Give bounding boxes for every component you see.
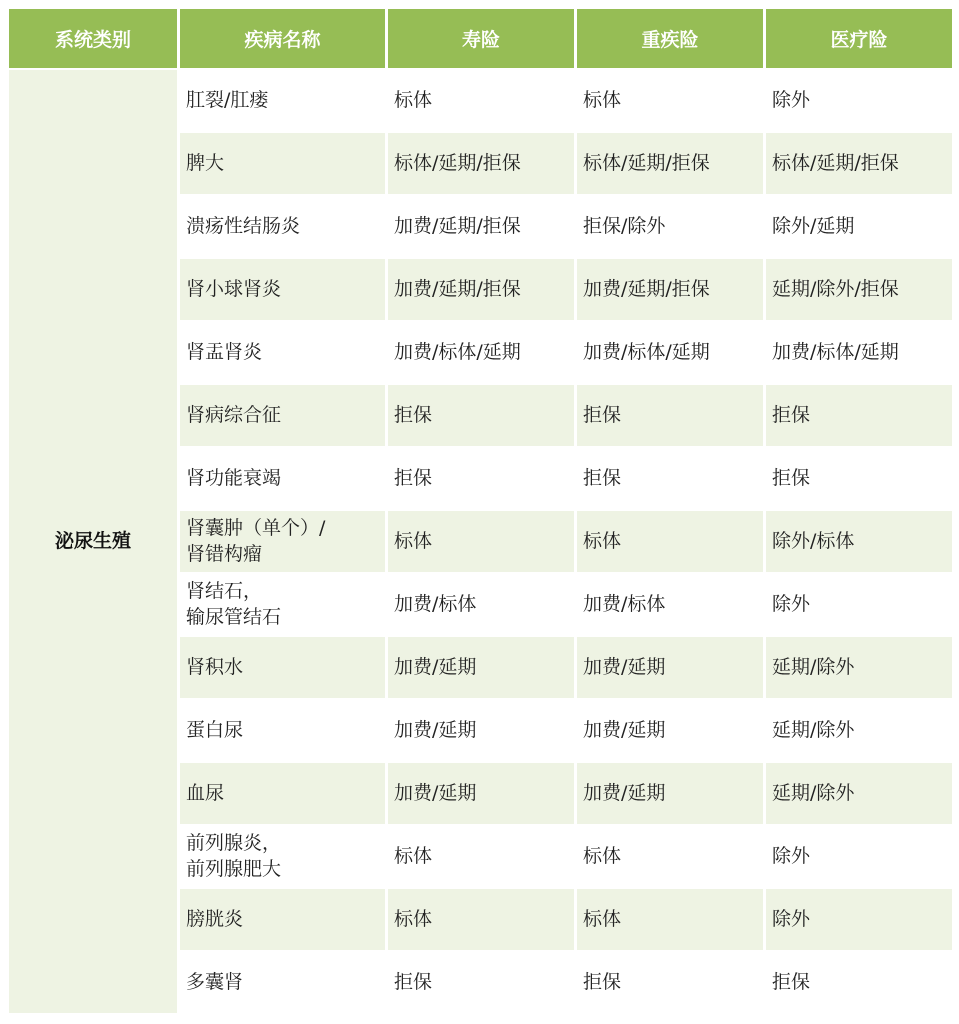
life-insurance-cell: 加费/标体/延期 [388,322,574,383]
critical-illness-cell: 加费/标体 [577,574,763,635]
category-cell: 泌尿生殖 [9,70,177,1013]
critical-illness-cell: 标体 [577,511,763,572]
critical-illness-cell: 拒保 [577,448,763,509]
medical-insurance-cell: 延期/除外 [766,637,952,698]
life-insurance-cell: 加费/延期 [388,763,574,824]
disease-name-line: 膀胱炎 [186,907,244,930]
disease-name-line: 肾错构瘤 [186,542,263,565]
critical-illness-cell: 标体 [577,826,763,887]
header-medical-insurance: 医疗险 [766,9,952,68]
disease-name-cell [180,574,385,635]
disease-name-cell [180,70,385,131]
disease-name-line: 溃疡性结肠炎 [186,214,301,237]
disease-name-line: 输尿管结石 [186,605,282,628]
medical-insurance-cell: 延期/除外 [766,700,952,761]
disease-name-cell [180,511,385,572]
header-life-insurance: 寿险 [388,9,574,68]
critical-illness-cell: 加费/标体/延期 [577,322,763,383]
medical-insurance-cell: 延期/除外 [766,763,952,824]
disease-underwriting-table [6,7,955,1015]
table-row [9,70,952,131]
critical-illness-cell: 加费/延期/拒保 [577,259,763,320]
header-critical-illness: 重疾险 [577,9,763,68]
critical-illness-cell: 拒保 [577,385,763,446]
disease-name-cell [180,448,385,509]
disease-name-cell [180,889,385,950]
disease-name-cell [180,700,385,761]
medical-insurance-cell: 除外 [766,889,952,950]
disease-name-line: 肾积水 [186,655,244,678]
medical-insurance-cell: 标体/延期/拒保 [766,133,952,194]
critical-illness-cell: 拒保 [577,952,763,1013]
disease-name-line: 肾囊肿（单个）/ [186,516,326,539]
life-insurance-cell: 标体/延期/拒保 [388,133,574,194]
critical-illness-cell: 加费/延期 [577,700,763,761]
table-body [9,70,952,1013]
medical-insurance-cell: 拒保 [766,952,952,1013]
disease-name-cell [180,826,385,887]
medical-insurance-cell: 除外 [766,574,952,635]
disease-name-line: 蛋白尿 [186,718,244,741]
critical-illness-cell: 标体/延期/拒保 [577,133,763,194]
disease-name-cell [180,322,385,383]
disease-name-cell [180,952,385,1013]
life-insurance-cell: 标体 [388,511,574,572]
life-insurance-cell: 拒保 [388,952,574,1013]
header-category: 系统类别 [9,9,177,68]
life-insurance-cell: 标体 [388,70,574,131]
medical-insurance-cell: 除外 [766,826,952,887]
life-insurance-cell: 加费/标体 [388,574,574,635]
disease-name-cell [180,259,385,320]
life-insurance-cell: 加费/延期 [388,700,574,761]
medical-insurance-cell: 除外 [766,70,952,131]
disease-name-line: 肾病综合征 [186,403,282,426]
life-insurance-cell: 加费/延期/拒保 [388,196,574,257]
life-insurance-cell: 标体 [388,889,574,950]
critical-illness-cell: 加费/延期 [577,763,763,824]
medical-insurance-cell: 延期/除外/拒保 [766,259,952,320]
disease-name-line: 肾结石， [186,579,263,602]
disease-name-cell [180,196,385,257]
critical-illness-cell: 标体 [577,889,763,950]
life-insurance-cell: 加费/延期 [388,637,574,698]
disease-name-cell [180,133,385,194]
medical-insurance-cell: 加费/标体/延期 [766,322,952,383]
medical-insurance-cell: 除外/延期 [766,196,952,257]
header-row [9,9,952,68]
disease-name-cell [180,385,385,446]
critical-illness-cell: 拒保/除外 [577,196,763,257]
critical-illness-cell: 加费/延期 [577,637,763,698]
disease-name-line: 多囊肾 [186,970,244,993]
medical-insurance-cell: 除外/标体 [766,511,952,572]
life-insurance-cell: 拒保 [388,448,574,509]
header-disease-name: 疾病名称 [180,9,385,68]
disease-name-line: 脾大 [186,151,225,174]
disease-name-line: 肛裂/肛瘘 [186,88,269,111]
life-insurance-cell: 加费/延期/拒保 [388,259,574,320]
disease-name-line: 肾盂肾炎 [186,340,263,363]
disease-name-cell [180,637,385,698]
disease-name-cell [180,763,385,824]
medical-insurance-cell: 拒保 [766,385,952,446]
disease-name-line: 前列腺肥大 [186,857,282,880]
disease-name-line: 血尿 [186,781,225,804]
critical-illness-cell: 标体 [577,70,763,131]
disease-name-line: 肾小球肾炎 [186,277,282,300]
medical-insurance-cell: 拒保 [766,448,952,509]
life-insurance-cell: 标体 [388,826,574,887]
life-insurance-cell: 拒保 [388,385,574,446]
disease-name-line: 肾功能衰竭 [186,466,282,489]
disease-name-line: 前列腺炎， [186,831,282,854]
